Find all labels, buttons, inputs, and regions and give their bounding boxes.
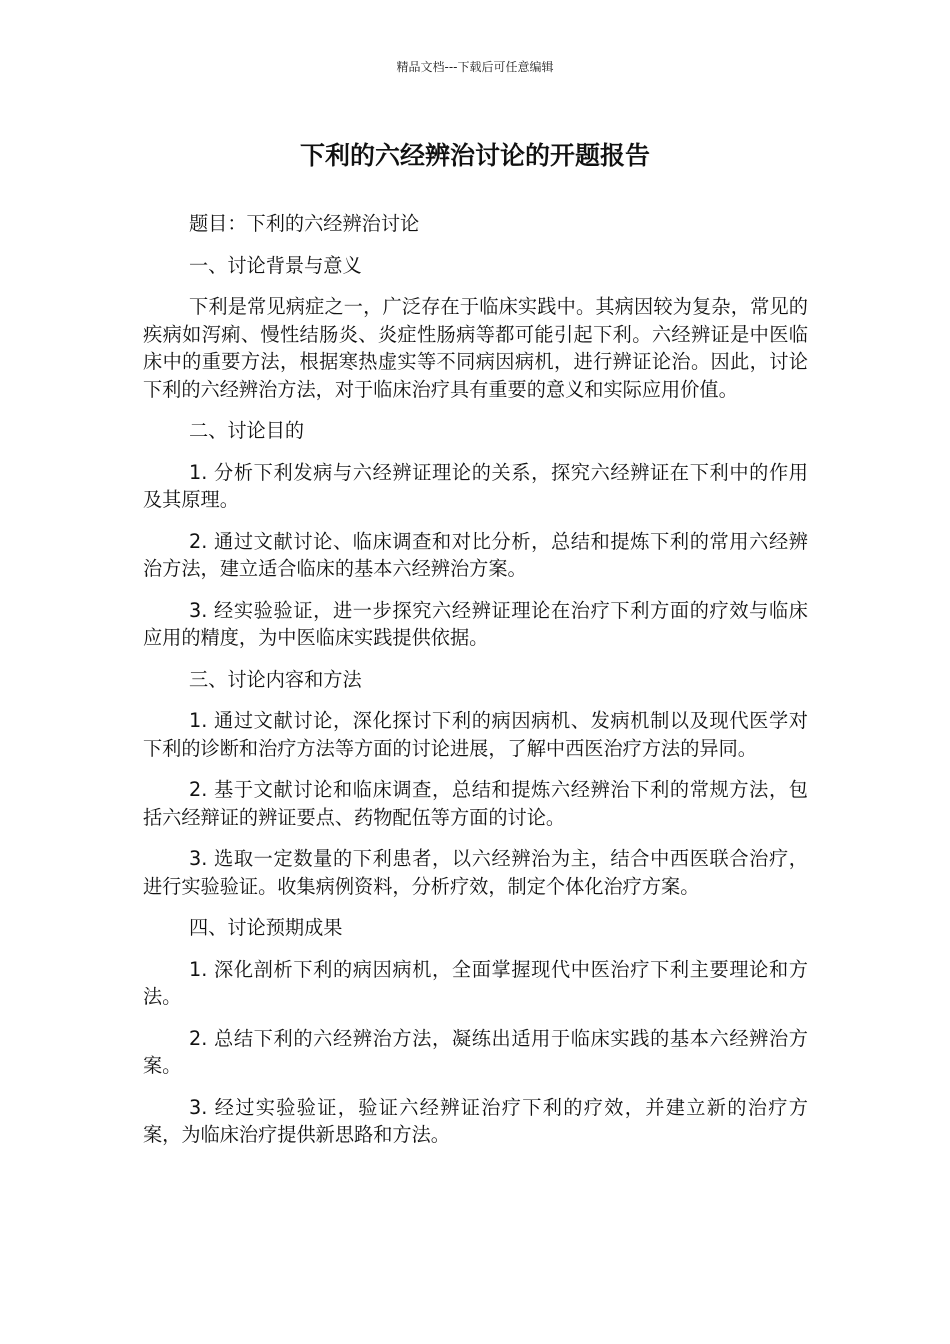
document-body <box>143 210 808 1163</box>
section-heading-background: 一、讨论背景与意义 <box>189 253 362 277</box>
paragraph-results-3: 3. 经过实验验证，验证六经辨证治疗下利的疗效，并建立新的治疗方案，为临床治疗提供新思路和方法。 <box>143 1095 808 1146</box>
section-heading-expected-results: 四、讨论预期成果 <box>189 916 343 939</box>
paragraph-content-1: 1. 通过文献讨论，深化探讨下利的病因病机、发病机制以及现代医学对下利的诊断和治疗方法等方面的讨论进展，了解中西医治疗方法的异同。 <box>143 709 808 760</box>
header-note: 精品文档---下载后可任意编辑 <box>396 60 554 74</box>
paragraph-results-1: 1. 深化剖析下利的病因病机，全面掌握现代中医治疗下利主要理论和方法。 <box>143 957 808 1008</box>
paragraph-purpose-3: 3. 经实验验证，进一步探究六经辨证理论在治疗下利方面的疗效与临床应用的精度，为中医临床实践提供依据。 <box>143 598 808 649</box>
subject-line: 题目：下利的六经辨治讨论 <box>189 212 420 235</box>
section-heading-purpose: 二、讨论目的 <box>189 419 305 442</box>
paragraph-background: 下利是常见病症之一，广泛存在于临床实践中。其病因较为复杂，常见的疾病如泻痢、慢性结肠炎、炎症性肠病等都可能引起下利。六经辨证是中医临床中的重要方法，根据寒热虚实等不同病因病机，进行辨证论治。因此，讨论下利的六经辨治方法，对于临床治疗具有重要的意义和实际应用价值。 <box>143 295 808 401</box>
paragraph-content-3: 3. 选取一定数量的下利患者，以六经辨治为主，结合中西医联合治疗，进行实验验证。收集病例资料，分析疗效，制定个体化治疗方案。 <box>143 847 808 898</box>
section-heading-content-methods: 三、讨论内容和方法 <box>189 667 362 691</box>
paragraph-content-2: 2. 基于文献讨论和临床调查，总结和提炼六经辨治下利的常规方法，包括六经辩证的辨证要点、药物配伍等方面的讨论。 <box>143 778 808 829</box>
paragraph-purpose-2: 2. 通过文献讨论、临床调查和对比分析，总结和提炼下利的常用六经辨治方法，建立适合临床的基本六经辨治方案。 <box>143 529 808 580</box>
paragraph-results-2: 2. 总结下利的六经辨治方法，凝练出适用于临床实践的基本六经辨治方案。 <box>143 1026 808 1077</box>
document-title: 下利的六经辨治讨论的开题报告 <box>299 141 650 170</box>
paragraph-purpose-1: 1. 分析下利发病与六经辨证理论的关系，探究六经辨证在下利中的作用及其原理。 <box>143 460 808 511</box>
